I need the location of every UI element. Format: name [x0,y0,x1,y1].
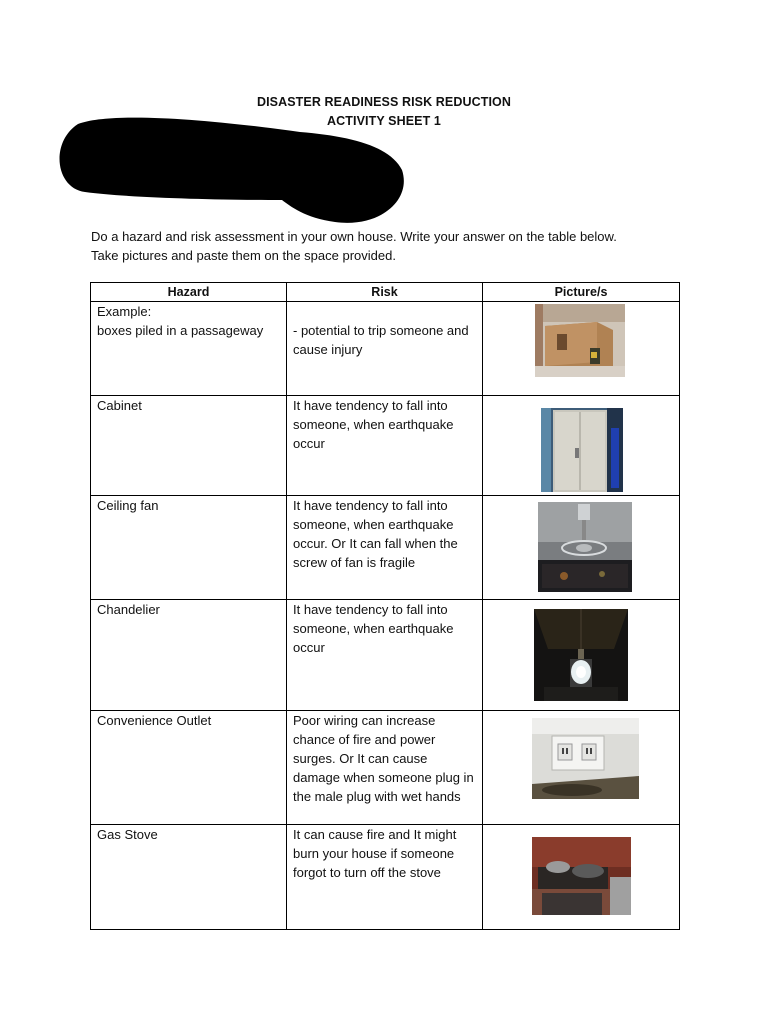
risk-text: It have tendency to fall into someone, when earthquake occur. Or It can fall when the screw of fan is fragile [293,498,458,570]
hazard-text: Convenience Outlet [97,713,212,728]
header-risk: Risk [287,283,483,302]
instructions-line-1: Do a hazard and risk assessment in your own house. Write your answer on the table below. [91,229,617,244]
table-row [91,396,680,496]
risk-text: Poor wiring can increase chance of fire and power surges. Or It can cause damage when someone plug in the male plug with wet hands [293,713,474,804]
risk-cell [287,600,483,711]
hazard-cell [91,302,287,396]
hazard-cell [91,600,287,711]
table-row [91,496,680,600]
example-label: Example: [97,304,152,319]
risk-text: It can cause fire and It might burn your house if someone forgot to turn off the stove [293,827,457,880]
assessment-table [90,282,680,930]
picture-cell [483,396,680,496]
hazard-cell [91,825,287,930]
table-row [91,825,680,930]
hazard-cell [91,396,287,496]
hazard-text: Gas Stove [97,827,158,842]
risk-cell [287,496,483,600]
picture-cell [483,496,680,600]
table-row [91,600,680,711]
hazard-text: Chandelier [97,602,160,617]
hazard-text: Ceiling fan [97,498,159,513]
risk-cell [287,825,483,930]
table-row [91,711,680,825]
instructions-line-2: Take pictures and paste them on the space provided. [91,248,396,263]
risk-text: - potential to trip someone and cause injury [293,323,469,357]
document-title: DISASTER READINESS RISK REDUCTION [256,95,512,109]
hazard-text: Cabinet [97,398,142,413]
picture-cell [483,302,680,396]
header-hazard: Hazard [91,283,287,302]
hazard-cell [91,496,287,600]
table-header-row [91,283,680,302]
chandelier-photo [534,609,628,701]
ceiling-fan-photo [538,502,632,592]
gas-stove-photo [532,837,631,915]
risk-text: It have tendency to fall into someone, when earthquake occur [293,398,454,451]
outlet-photo [532,718,639,799]
document-subtitle: ACTIVITY SHEET 1 [327,114,441,128]
picture-cell [483,600,680,711]
table-row [91,302,680,396]
picture-cell [483,825,680,930]
hazard-text: boxes piled in a passageway [97,323,264,338]
header-pictures: Picture/s [483,283,680,302]
redaction-mark [50,112,415,240]
picture-cell [483,711,680,825]
cabinet-photo [541,408,623,492]
cardboard-box-photo [535,304,625,377]
risk-text: It have tendency to fall into someone, when earthquake occur [293,602,454,655]
hazard-cell [91,711,287,825]
risk-cell [287,711,483,825]
risk-cell [287,396,483,496]
risk-cell [287,302,483,396]
instructions [91,227,691,265]
